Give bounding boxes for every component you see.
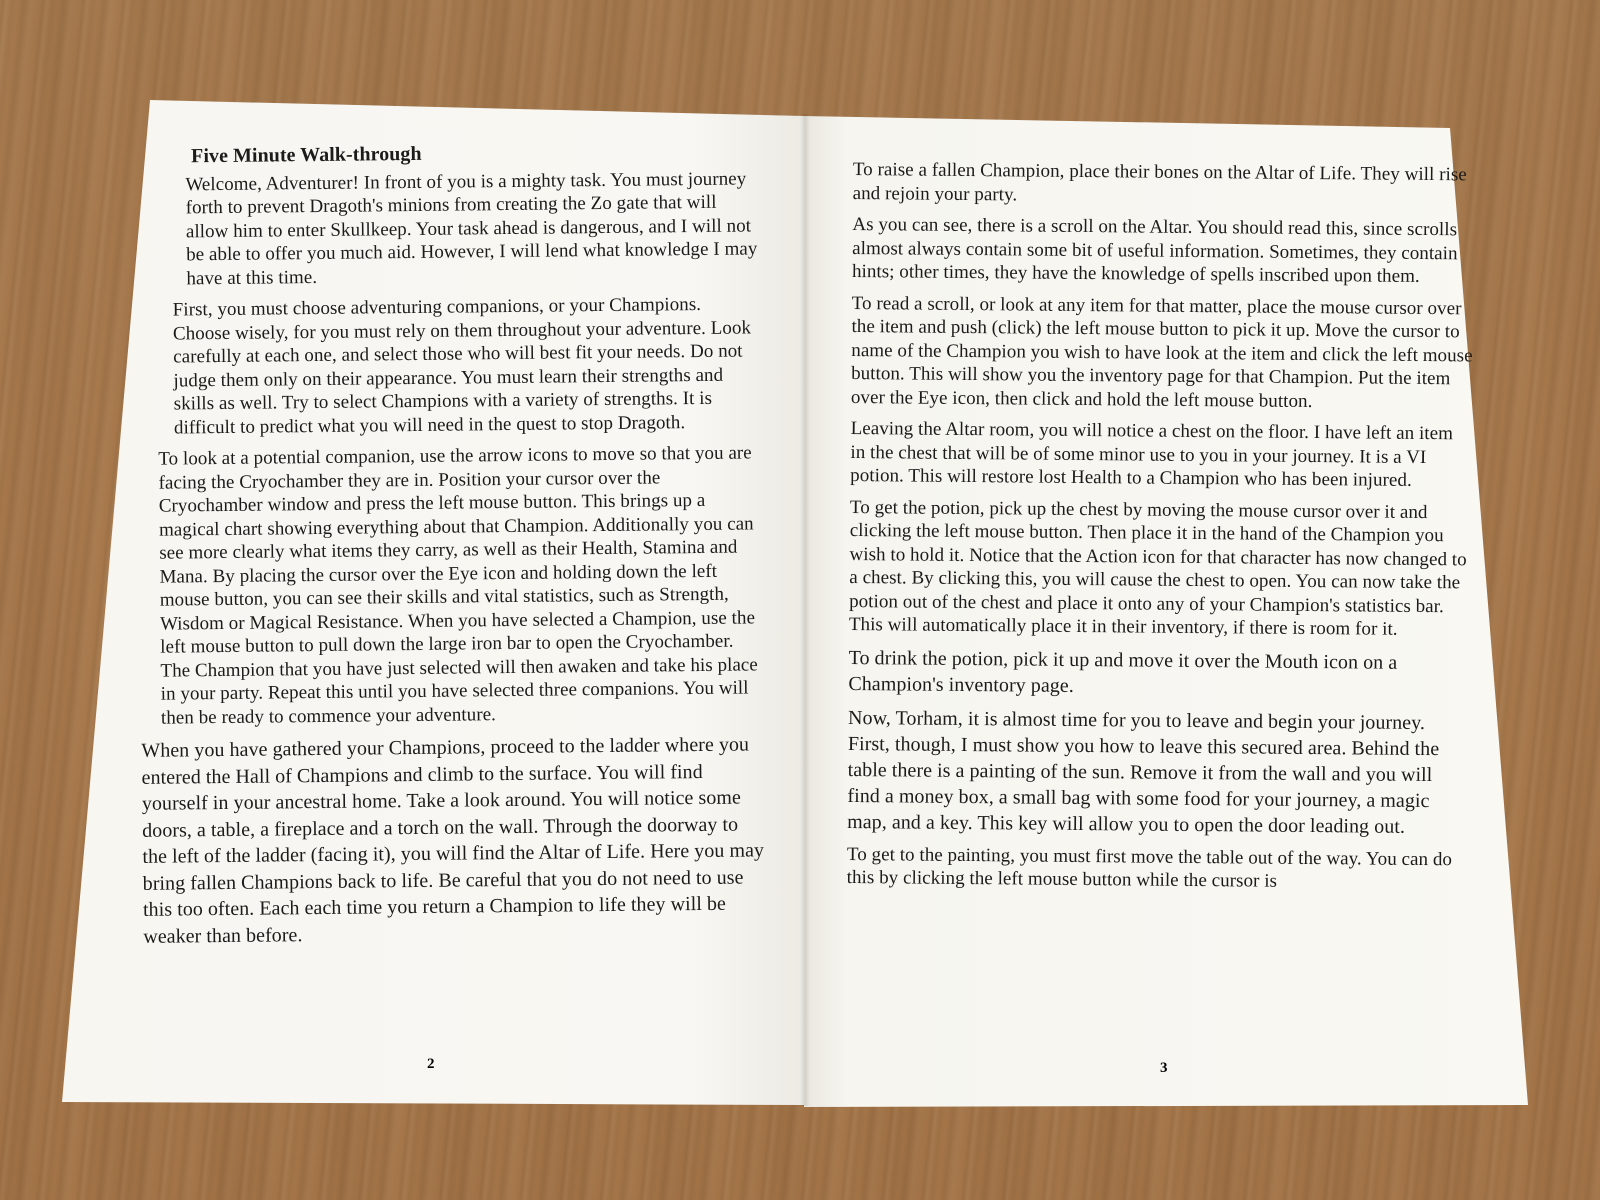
booklet-spine-fold (800, 114, 810, 1106)
right-page-text (847, 158, 1475, 903)
paragraph-chest: Leaving the Altar room, you will notice a chest on the floor. I have left an item in the chest that will be of some minor use to you in your journey. It is a VI potion. This will restore lost Health to a Champion who has been injured. (850, 417, 1454, 491)
paragraph-scroll-on-altar: As you can see, there is a scroll on the Altar. You should read this, since scrolls almost always contain some bit of useful information. Sometimes, they contain hints; other times, they have the knowledge of spells inscribed upon them. (851, 213, 1458, 287)
paragraph-raise-champion: To raise a fallen Champion, place their bones on the Altar of Life. They will rise and rejoin your party. (852, 158, 1467, 205)
paragraph-ladder-altar: When you have gathered your Champions, proceed to the ladder where you entered the Hall of Champions and climb to the surface. You will find yourself in your ancestral home. Take a look around. You will notice some doors, a table, a fireplace and a torch on the wall. Through the doorway to the left of the ladder (facing it), you will find the Altar of Life. Here you may bring fallen Champions back to life. Be careful that you do not need to use this too often. Each each time you return a Champion to life they will be weaker than before. (141, 733, 765, 948)
paragraph-cryochamber: To look at a potential companion, use the arrow icons to move so that you are facing the Cryochamber they are in. Position your cursor over the Cryochamber window and press the left mouse button. This brings up a magical chart showing everything about that Champion. Additionally you can see more clearly what items they carry, as well as their Health, Stamina and Mana. By placing the cursor over the Eye icon and holding down the left mouse button, you can see their skills and vital statistics, such as Strength, Wisdom or Magical Resistance. When you have selected a Champion, use the left mouse button to pull down the large iron bar to open the Cryochamber. The Champion that you have just selected will then awaken and take his place in your party. Repeat this until you have selected three companions. You will then be ready to commence your adventure. (158, 442, 758, 729)
paragraph-choose-champions: First, you must choose adventuring companions, or your Champions. Choose wisely, for you must rely on them throughout your adventure. Look carefully at each one, and select those who will best fit your needs. Do not judge them only on their appearance. You must learn their strengths and skills as well. Try to select Champions with a variety of strengths. It is difficult to predict what you will need in the quest to stop Dragoth. (172, 293, 752, 439)
paragraph-read-scroll: To read a scroll, or look at any item for that matter, place the mouse cursor over the item and push (click) the left mouse button to pick it up. Move the cursor to name of the Champion you wish to have look at the item and click the left mouse button. This will show you the inventory page for that Champion. Put the item over the Eye icon, then click and hold the left mouse button. (850, 292, 1473, 412)
page-number-right: 3 (1160, 1060, 1168, 1076)
section-heading: Five Minute Walk-through (190, 142, 422, 168)
left-page-text (125, 139, 768, 958)
paragraph-welcome: Welcome, Adventurer! In front of you is a mighty task. You must journey forth to prevent Dragoth's minions from creating the Zo gate that will allow him to enter Skullkeep. Your task ahead is dangerous, and I will not be able to offer you much aid. However, I will lend what knowledge I may have at this time. (185, 167, 758, 289)
paragraph-get-potion: To get the potion, pick up the chest by moving the mouse cursor over it and clicking the left mouse button. Then place it in the hand of the Champion you wish to hold it. Notice that the Action icon for that character has now changed to a chest. By clicking this, you will cause the chest to open. You can now take the potion out of the chest and place it onto any of your Champion's statistics bar. This will automatically place it in their inventory, if there is room for it. (848, 496, 1467, 640)
paragraph-move-table: To get to the painting, you must first move the table out of the way. You can do this by clicking the left mouse button while the cursor is (846, 843, 1453, 892)
page-number-left: 2 (427, 1056, 435, 1072)
paragraph-drink-potion: To drink the potion, pick it up and move it over the Mouth icon on a Champion's inventory page. (848, 646, 1398, 697)
paragraph-leave-area: Now, Torham, it is almost time for you to leave and begin your journey. First, though, I must show you how to leave this secured area. Behind the table there is a painting of the sun. Remove it from the wall and you will find a money box, a small bag with some food for your journey, a magic map, and a key. This key will allow you to open the door leading out. (847, 706, 1440, 838)
